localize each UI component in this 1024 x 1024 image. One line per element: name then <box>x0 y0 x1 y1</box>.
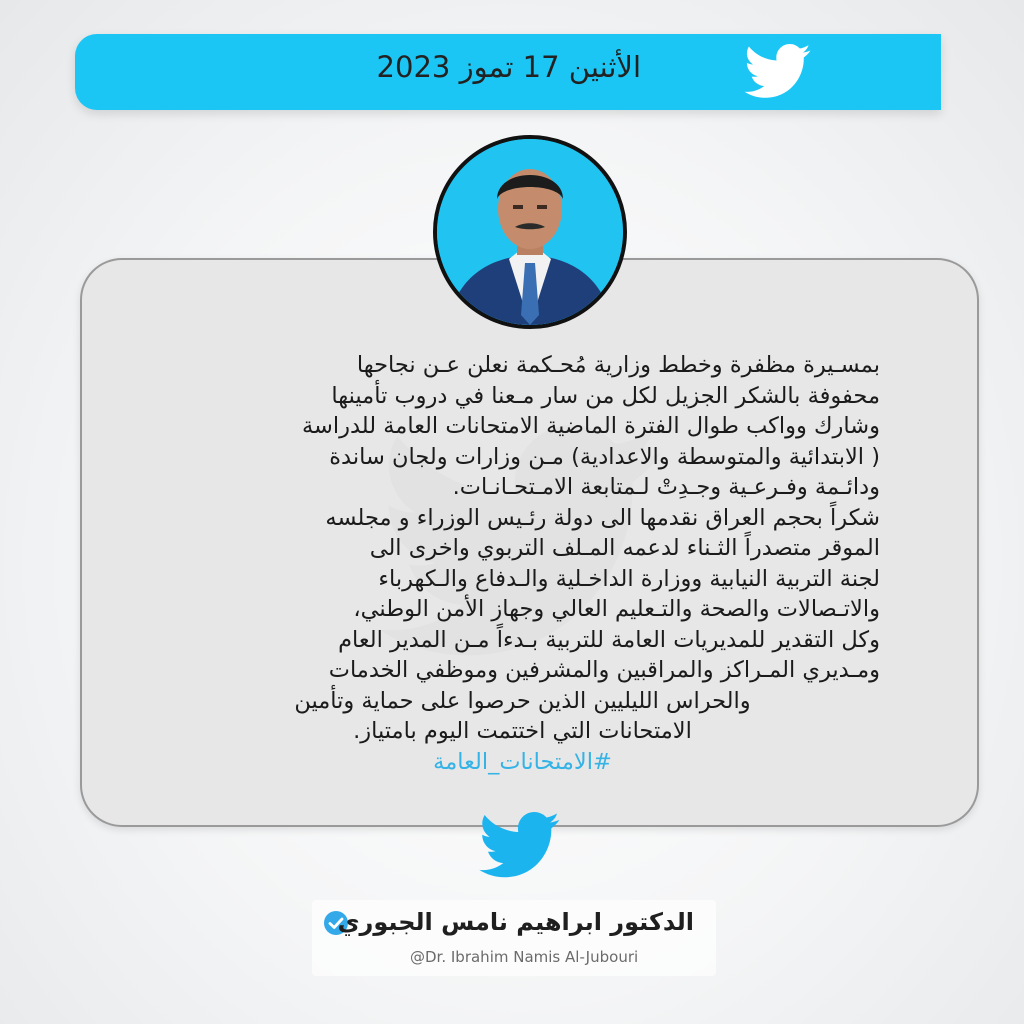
post-line: الامتحانات التي اختتمت اليوم بامتياز. <box>353 718 692 744</box>
post-line: شكراً بحجم العراق نقدمها الى دولة رئـيس الوزراء و مجلسه <box>325 504 880 531</box>
author-handle[interactable]: @Dr. Ibrahim Namis Al-Jubouri <box>410 948 639 966</box>
post-line: ودائـمة وفـرعـية وجـدِتْ لـمتابعة الامـتحـانـات. <box>452 474 880 500</box>
post-line: وشارك وواكب طوال الفترة الماضية الامتحانات العامة للدراسة <box>301 413 880 439</box>
post-line: بمسـيرة مظفرة وخطط وزارية مُحـكمة نعلن عـن نجاحها <box>356 352 880 378</box>
post-line: محفوفة بالشكر الجزيل لكل من سار مـعنا في دروب تأمينها <box>331 382 880 409</box>
post-line: ( الابتدائية والمتوسطة والاعدادية) مـن وزارات ولجان ساندة <box>329 443 880 470</box>
author-name: الدكتور ابراهيم نامس الجبوري <box>337 908 694 936</box>
post-line: والحراس الليليين الذين حرصوا على حماية وتأمين <box>294 687 751 714</box>
post-date: الأثنين 17 تموز 2023 <box>376 50 641 84</box>
author-portrait-icon <box>437 139 623 325</box>
header-bar <box>75 34 941 110</box>
post-line: الموقر متصدراً الثـناء لدعمه المـلف التربوي واخرى الى <box>369 535 880 561</box>
post-line: وكل التقدير للمديريات العامة للتربية بـدءاً مـن المدير العام <box>338 626 880 653</box>
twitter-bird-icon <box>743 44 813 100</box>
twitter-bird-icon <box>477 812 563 880</box>
post-line: ومـديري المـراكز والمراقبين والمشرفين وموظفي الخدمات <box>328 657 880 683</box>
post-line: والاتـصالات والصحة والتـعليم العالي وجهاز الأمن الوطني، <box>353 596 880 622</box>
post-body <box>165 350 880 777</box>
post-line: لجنة التربية النيابية ووزارة الداخـلية والـدفاع والـكهرباء <box>378 565 880 592</box>
post-hashtag[interactable]: #الامتحانات_العامة <box>433 748 612 775</box>
author-avatar <box>433 135 627 329</box>
